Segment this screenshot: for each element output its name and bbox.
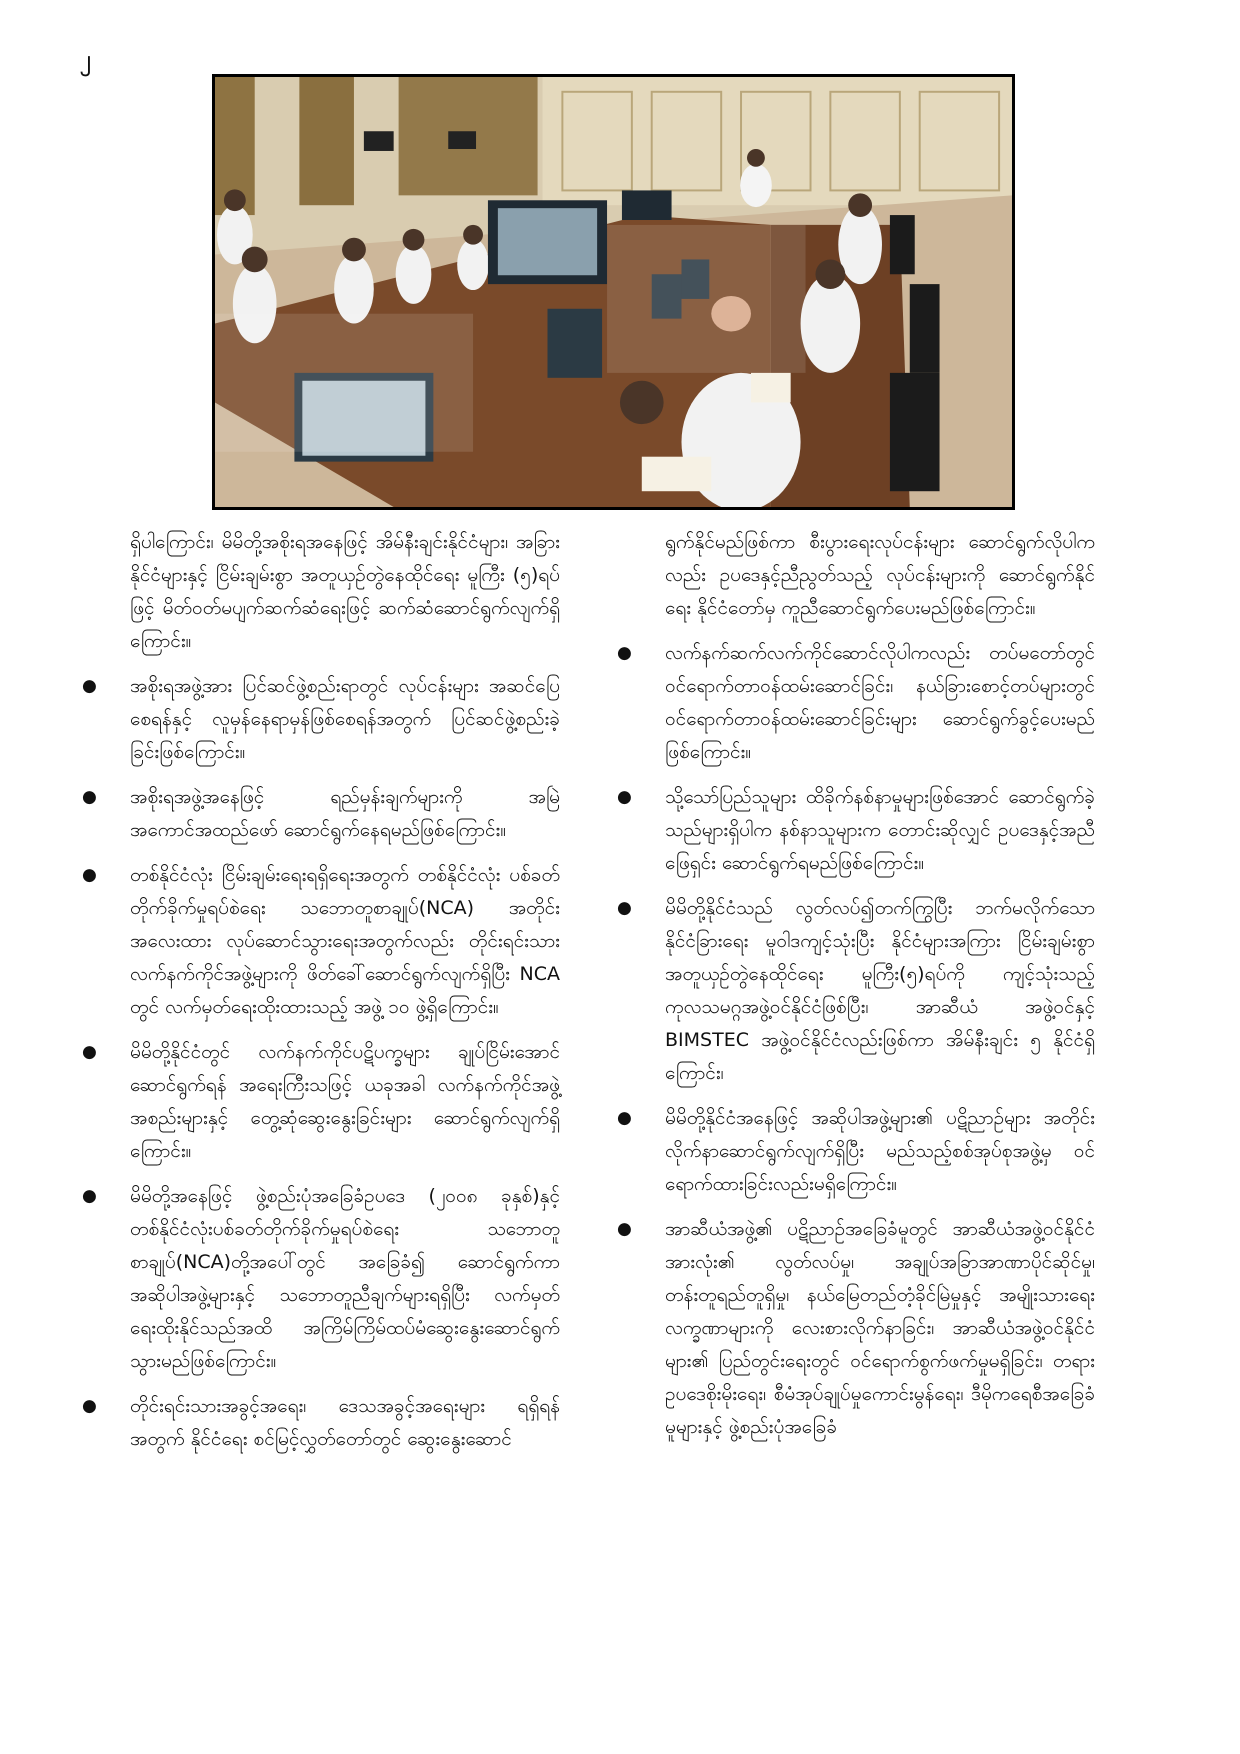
page-number: ၂	[80, 47, 91, 72]
list-item: ● အာဆီယံအဖွဲ့၏ ပဋိညာဉ်အခြေခံမူတွင် အာဆီယံအဖွဲ့ဝင်နိုင်ငံအားလုံး၏ လွတ်လပ်မှု၊ အချုပ်အခြာအာဏာပိုင်ဆိုင်မှု၊ တန်းတူရည်တူရှိမှု၊ နယ်မြေတည်တံ့ခိုင်မြဲမှုနှင့် အမျိုးသားရေးလက္ခဏာများကို လေးစားလိုက်နာခြင်း၊ အာဆီယံအဖွဲ့ဝင်နိုင်ငံများ၏ ပြည်တွင်းရေးတွင် ဝင်ရောက်စွက်ဖက်မှုမရှိခြင်း၊ တရားဥပဒေစိုးမိုးရေး၊ စီမံအုပ်ချုပ်မှုကောင်းမွန်ရေး၊ ဒီမိုကရေစီအခြေခံမူများနှင့် ဖွဲ့စည်းပုံအခြေခံ	[665, 1213, 1095, 1444]
list-item: ● မိမိတို့နိုင်ငံအနေဖြင့် အဆိုပါအဖွဲ့များ၏ ပဋိညာဉ်များ အတိုင်း လိုက်နာဆောင်ရွက်လျက်ရှိပြီး မည်သည့်စစ်အုပ်စုအဖွဲ့မှ ဝင်ရောက်ထားခြင်းလည်းမရှိကြောင်း။	[665, 1102, 1095, 1201]
meeting-photo	[212, 74, 1015, 510]
right-bullet-list	[665, 637, 1095, 1444]
meeting-room-illustration	[215, 77, 1012, 507]
right-column	[665, 526, 1095, 1456]
list-item: ● မိမိတို့နိုင်ငံတွင် လက်နက်ကိုင်ပဋိပက္ခများ ချုပ်ငြိမ်းအောင် ဆောင်ရွက်ရန် အရေးကြီးသဖြင့် ယခုအခါ လက်နက်ကိုင်အဖွဲ့အစည်းများနှင့် တွေ့ဆုံဆွေးနွေးခြင်းများ ဆောင်ရွက်လျက်ရှိကြောင်း။	[130, 1036, 560, 1168]
left-intro-paragraph: ရှိပါကြောင်း၊ မိမိတို့အစိုးရအနေဖြင့် အိမ်နီးချင်းနိုင်ငံများ၊ အခြားနိုင်ငံများနှင့် ငြိမ်းချမ်းစွာ အတူယှဉ်တွဲနေထိုင်ရေး မူကြီး (၅)ရပ်ဖြင့် မိတ်ဝတ်မပျက်ဆက်ဆံရေးဖြင့် ဆက်ဆံဆောင်ရွက်လျက်ရှိကြောင်း။	[130, 531, 560, 652]
list-item: ● အစိုးရအဖွဲ့အနေဖြင့် ရည်မှန်းချက်များကို အမြဲအကောင်အထည်ဖော် ဆောင်ရွက်နေရမည်ဖြစ်ကြောင်း။	[130, 781, 560, 847]
list-item: ● တိုင်းရင်းသားအခွင့်အရေး၊ ဒေသအခွင့်အရေးများ ရရှိရန်အတွက် နိုင်ငံရေး စင်မြင့်လွှတ်တော်တွင် ဆွေးနွေးဆောင်	[130, 1390, 560, 1456]
right-intro-paragraph: ရွက်နိုင်မည်ဖြစ်ကာ စီးပွားရေးလုပ်ငန်းများ ဆောင်ရွက်လိုပါကလည်း ဥပဒေနှင့်ညီညွတ်သည့် လုပ်ငန်းများကို ဆောင်ရွက်နိုင်ရေး နိုင်ငံတော်မှ ကူညီဆောင်ရွက်ပေးမည်ဖြစ်ကြောင်း။	[665, 531, 1095, 619]
left-bullet-list	[130, 670, 560, 1456]
list-item: ● တစ်နိုင်ငံလုံး ငြိမ်းချမ်းရေးရရှိရေးအတွက် တစ်နိုင်ငံလုံး ပစ်ခတ်တိုက်ခိုက်မှုရပ်စဲရေး သဘောတူစာချုပ်(NCA) အတိုင်း အလေးထား လုပ်ဆောင်သွားရေးအတွက်လည်း တိုင်းရင်းသားလက်နက်ကိုင်အဖွဲ့များကို ဖိတ်ခေါ်ဆောင်ရွက်လျက်ရှိပြီး NCA တွင် လက်မှတ်ရေးထိုးထားသည့် အဖွဲ့ ၁၀ ဖွဲ့ရှိကြောင်း။	[130, 859, 560, 1024]
list-item: ● အစိုးရအဖွဲ့အား ပြင်ဆင်ဖွဲ့စည်းရာတွင် လုပ်ငန်းများ အဆင်ပြေစေရန်နှင့် လူမှန်နေရာမှန်ဖြစ်စေရန်အတွက် ပြင်ဆင်ဖွဲ့စည်းခဲ့ခြင်းဖြစ်ကြောင်း။	[130, 670, 560, 769]
list-item: ● မိမိတို့နိုင်ငံသည် လွတ်လပ်၍တက်ကြွပြီး ဘက်မလိုက်သော နိုင်ငံခြားရေး မူဝါဒကျင့်သုံးပြီး နိုင်ငံများအကြား ငြိမ်းချမ်းစွာ အတူယှဉ်တွဲနေထိုင်ရေး မူကြီး(၅)ရပ်ကို ကျင့်သုံးသည့် ကုလသမဂ္ဂအဖွဲ့ဝင်နိုင်ငံဖြစ်ပြီး၊ အာဆီယံ အဖွဲ့ဝင်နှင့် BIMSTEC အဖွဲ့ဝင်နိုင်ငံလည်းဖြစ်ကာ အိမ်နီးချင်း ၅ နိုင်ငံရှိကြောင်း၊	[665, 892, 1095, 1090]
list-item: ● မိမိတို့အနေဖြင့် ဖွဲ့စည်းပုံအခြေခံဥပဒေ (၂၀၀၈ ခုနှစ်)နှင့် တစ်နိုင်ငံလုံးပစ်ခတ်တိုက်ခိုက်မှုရပ်စဲရေး သဘောတူစာချုပ်(NCA)တို့အပေါ်တွင် အခြေခံ၍ ဆောင်ရွက်ကာ အဆိုပါအဖွဲ့များနှင့် သဘောတူညီချက်များရရှိပြီး လက်မှတ်ရေးထိုးနိုင်သည်အထိ အကြိမ်ကြိမ်ထပ်မံဆွေးနွေးဆောင်ရွက်သွားမည်ဖြစ်ကြောင်း။	[130, 1180, 560, 1378]
list-item: ● လက်နက်ဆက်လက်ကိုင်ဆောင်လိုပါကလည်း တပ်မတော်တွင် ဝင်ရောက်တာဝန်ထမ်းဆောင်ခြင်း၊ နယ်ခြားစောင့်တပ်များတွင် ဝင်ရောက်တာဝန်ထမ်းဆောင်ခြင်းများ ဆောင်ရွက်ခွင့်ပေးမည်ဖြစ်ကြောင်း။	[665, 637, 1095, 769]
left-column	[130, 526, 560, 1468]
list-item: ● သို့သော်ပြည်သူများ ထိခိုက်နစ်နာမှုများဖြစ်အောင် ဆောင်ရွက်ခဲ့သည်များရှိပါက နစ်နာသူများက တောင်းဆိုလျှင် ဥပဒေနှင့်အညီဖြေရှင်း ဆောင်ရွက်ရမည်ဖြစ်ကြောင်း။	[665, 781, 1095, 880]
